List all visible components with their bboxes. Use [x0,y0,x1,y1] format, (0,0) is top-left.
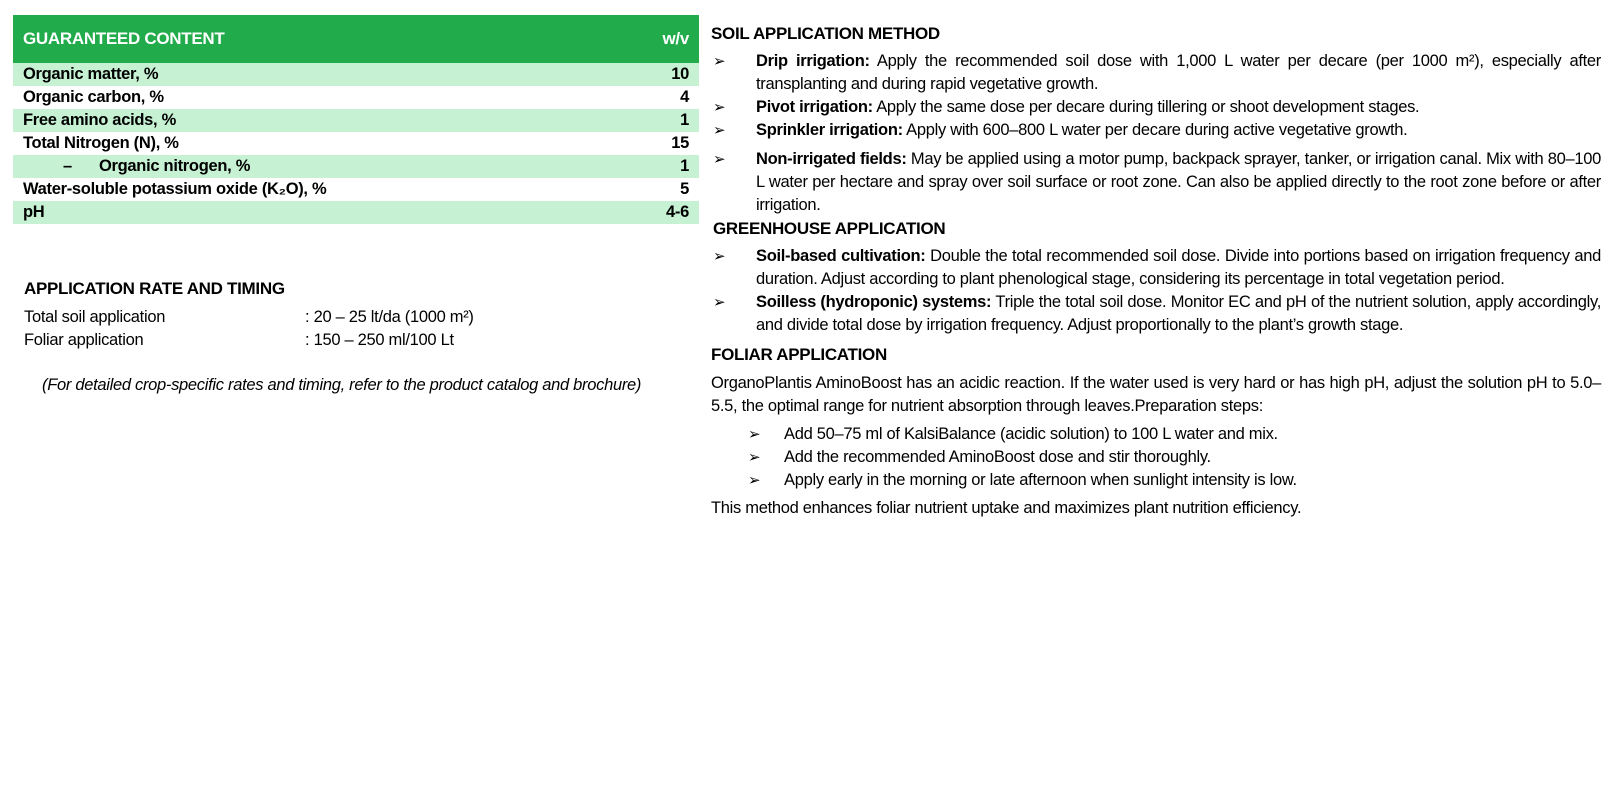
table-row [13,86,699,109]
row-value: 5 [680,180,689,198]
list-item [711,96,1601,119]
foliar-steps-list [711,423,1601,492]
header-label: GUARANTEED CONTENT [13,15,613,63]
row-value: 4 [680,88,689,106]
item-text: Triple the total soil dose. Monitor EC and pH of the nutrient solution, apply accordingly, and divide total dose by irrigation frequency. Adjust proportionally to the plant’s growth stage. [756,293,1601,334]
table-row [13,178,699,201]
guaranteed-content-table [13,15,699,224]
application-rate-title: APPLICATION RATE AND TIMING [24,279,285,298]
step-text: Add the recommended AminoBoost dose and stir thoroughly. [784,448,1211,466]
arrow-bullet-icon: ➢ [713,151,726,168]
row-label: pH [13,201,613,224]
rate-value: : 150 – 250 ml/100 Lt [305,331,454,349]
arrow-bullet-icon: ➢ [748,426,761,443]
row-value: 15 [671,134,689,152]
row-value: 1 [613,155,699,178]
greenhouse-list [711,245,1601,337]
arrow-bullet-icon: ➢ [713,248,726,265]
row-label [13,155,613,178]
arrow-bullet-icon: ➢ [748,449,761,466]
list-item [711,291,1601,337]
arrow-bullet-icon: ➢ [713,53,726,70]
list-item [711,446,1601,469]
row-label: Organic matter, % [13,63,613,86]
item-label: Drip irrigation: [756,52,870,70]
table-row [13,132,699,155]
row-label: Organic carbon, % [23,88,164,106]
list-item [711,50,1601,96]
rate-row [24,308,474,327]
rate-note: (For detailed crop-specific rates and timing, refer to the product catalog and brochure) [42,376,642,394]
item-text: May be applied using a motor pump, backpack sprayer, tanker, or irrigation canal. Mix with 80–100 L water per hectare and spray over soil surface or root zone. Can also be applied directly to the root zone before or after irrigation. [756,150,1601,214]
table-row [13,109,699,132]
arrow-bullet-icon: ➢ [713,99,726,116]
table-row [13,155,699,178]
soil-method-title: SOIL APPLICATION METHOD [711,24,940,43]
item-label: Soilless (hydroponic) systems: [756,293,992,311]
table-row [13,201,699,224]
list-item [711,148,1601,217]
foliar-title: FOLIAR APPLICATION [711,345,887,364]
item-text: Double the total recommended soil dose. Divide into portions based on irrigation frequency and duration. Adjust according to plant phenological stage, considering its percentage in total vegetation period. [756,247,1602,288]
arrow-bullet-icon: ➢ [748,472,761,489]
list-item [711,245,1601,291]
header-unit: w/v [613,15,699,63]
rate-label: Foliar application [24,331,144,349]
row-label: Free amino acids, % [13,109,613,132]
arrow-bullet-icon: ➢ [713,122,726,139]
row-label: Water-soluble potassium oxide (K₂O), % [23,180,327,198]
item-label: Non-irrigated fields: [756,150,907,168]
row-value: 10 [613,63,699,86]
item-text: Apply with 600–800 L water per decare during active vegetative growth. [902,121,1408,139]
row-value: 1 [613,109,699,132]
rate-label: Total soil application [24,308,166,326]
item-label: Sprinkler irrigation: [756,121,903,139]
sub-item-dash: – [63,157,72,175]
item-label: Soil-based cultivation: [756,247,926,265]
arrow-bullet-icon: ➢ [713,294,726,311]
list-item [711,423,1601,446]
row-value: 4-6 [613,201,699,224]
sub-item-label: Organic nitrogen, % [99,157,251,175]
application-methods-column [711,22,1601,520]
list-item [711,469,1601,492]
step-text: Apply early in the morning or late afternoon when sunlight intensity is low. [784,471,1297,489]
row-label: Total Nitrogen (N), % [23,134,179,152]
foliar-intro: OrganoPlantis AminoBoost has an acidic reaction. If the water used is very hard or has high pH, adjust the solution pH to 5.0–5.5, the optimal range for nutrient absorption through leaves.Preparation steps: [711,374,1601,415]
table-header [13,15,699,63]
table-row [13,63,699,86]
rate-row [24,331,454,350]
guaranteed-content-section [13,15,699,224]
step-text: Add 50–75 ml of KalsiBalance (acidic solution) to 100 L water and mix. [784,425,1278,443]
item-text: Apply the same dose per decare during tillering or shoot development stages. [872,98,1420,116]
soil-method-list [711,50,1601,217]
item-text: Apply the recommended soil dose with 1,000 L water per decare (per 1000 m²), especially after transplanting and during rapid vegetative growth. [756,52,1601,93]
rate-value: : 20 – 25 lt/da (1000 m²) [305,308,474,326]
item-label: Pivot irrigation: [756,98,873,116]
foliar-closing: This method enhances foliar nutrient uptake and maximizes plant nutrition efficiency. [711,499,1302,517]
greenhouse-title: GREENHOUSE APPLICATION [713,219,946,238]
list-item [711,119,1601,142]
